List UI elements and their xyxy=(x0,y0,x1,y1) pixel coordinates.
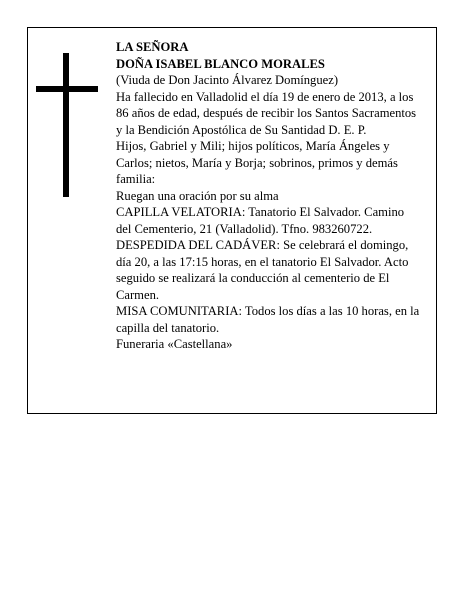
cross-vertical-bar xyxy=(63,53,69,197)
passing-paragraph: Ha fallecido en Valladolid el día 19 de enero de 2013, a los 86 años de edad, después de recibir los Santos Sacramentos y la Bendición Apostólica de Su Santidad D. E. P. xyxy=(116,89,417,137)
prayer-request: Ruegan una oración por su alma xyxy=(116,188,279,203)
farewell-paragraph: DESPEDIDA DEL CADÁVER: Se celebrará el domingo, día 20, a las 17:15 horas, en el tanatorio El Salvador. Acto seguido se realizará la conducción al cementerio de El Carmen. xyxy=(116,238,409,302)
widow-of-line: (Viuda de Don Jacinto Álvarez Domínguez) xyxy=(116,73,339,87)
deceased-name: DOÑA ISABEL BLANCO MORALES xyxy=(116,56,325,71)
cross-horizontal-bar xyxy=(36,86,98,92)
family-paragraph: Hijos, Gabriel y Mili; hijos políticos, María Ángeles y Carlos; nietos, María y Borja; sobrinos, primos y demás familia: xyxy=(116,139,398,186)
chapel-paragraph: CAPILLA VELATORIA: Tanatorio El Salvador. Camino del Cementerio, 21 (Valladolid). Tfno. 983260722. xyxy=(116,205,405,236)
notice-title: LA SEÑORA xyxy=(116,40,189,54)
notice-body xyxy=(116,39,422,353)
cross-icon xyxy=(36,53,98,197)
mass-paragraph: MISA COMUNITARIA: Todos los días a las 10 horas, en la capilla del tanatorio. xyxy=(116,304,420,335)
funeral-home: Funeraria «Castellana» xyxy=(116,337,233,351)
